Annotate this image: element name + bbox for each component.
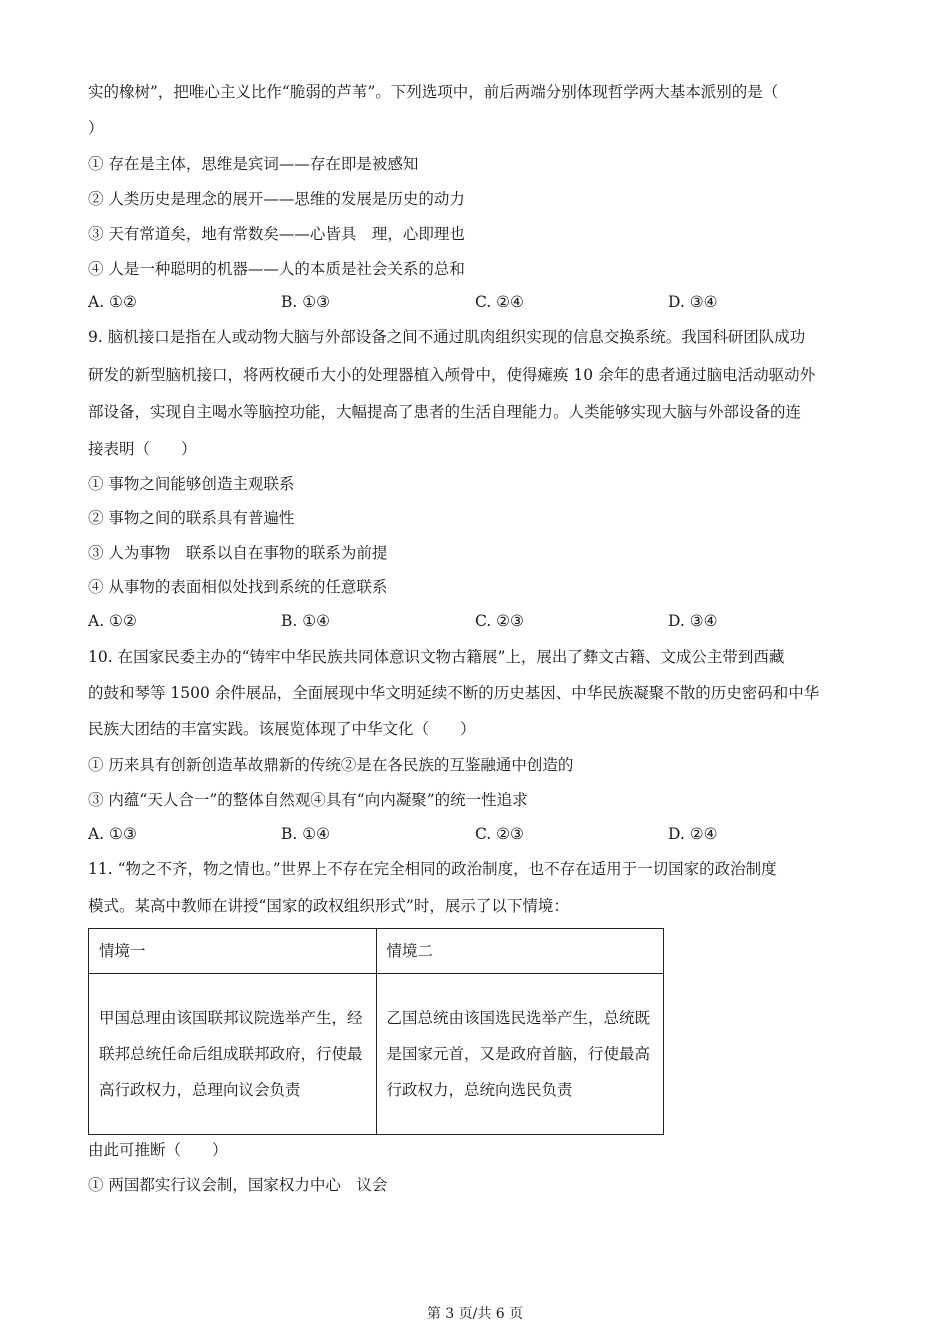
situation-2-header: 情境二 [376,929,664,974]
q9-option-d[interactable]: D. ③④ [668,612,718,630]
q9-stem-line-3: 部设备，实现自主喝水等脑控功能，大幅提高了患者的生活自理能力。人类能够实现大脑与外部设备的连 [88,403,802,421]
q9-stem-line-4: 接表明（ ） [88,440,197,458]
situation-table [88,928,664,1135]
q11-stem-line-1: 11. “物之不齐，物之情也。”世界上不存在完全相同的政治制度，也不存在适用于一切国家的政治制度 [88,860,777,878]
q8-item-2: ② 人类历史是理念的展开——思维的发展是历史的动力 [88,190,465,208]
q11-stem-line-2: 模式。某高中教师在讲授“国家的政权组织形式”时，展示了以下情境： [88,897,569,915]
q9-option-c[interactable]: C. ②③ [475,612,524,630]
q8-option-d[interactable]: D. ③④ [668,293,718,311]
q9-options [88,609,808,633]
q10-option-b[interactable]: B. ①④ [281,825,331,843]
situation-table-header-row [89,929,664,974]
situation-1-header: 情境一 [89,929,377,974]
q8-option-b[interactable]: B. ①③ [281,293,331,311]
situation-table-row [89,974,664,1135]
q9-item-4: ④ 从事物的表面相似处找到系统的任意联系 [88,578,388,596]
q11-item-1: ① 两国都实行议会制，国家权力中心 议会 [88,1176,388,1194]
q10-option-c[interactable]: C. ②③ [475,825,524,843]
page-footer: 第 3 页/共 6 页 [426,1306,524,1322]
q10-options [88,822,808,846]
q9-item-1: ① 事物之间能够创造主观联系 [88,475,295,493]
q8-option-c[interactable]: C. ②④ [475,293,524,311]
q10-stem-line-2: 的鼓和琴等 1500 余件展品，全面展现中华文明延续不断的历史基因、中华民族凝聚不散的历史密码和中华 [88,684,820,702]
q8-item-4: ④ 人是一种聪明的机器——人的本质是社会关系的总和 [88,260,465,278]
q10-option-d[interactable]: D. ②④ [668,825,718,843]
q10-item-1: ① 历来具有创新创造革故鼎新的传统②是在各民族的互鉴融通中创造的 [88,756,574,774]
q8-option-a[interactable]: A. ①② [88,293,137,311]
q10-stem-line-1: 10. 在国家民委主办的“铸牢中华民族共同体意识文物古籍展”上，展出了彝文古籍、文成公主带到西藏 [88,648,785,666]
q8-options [88,290,808,314]
q8-item-1: ① 存在是主体，思维是宾词——存在即是被感知 [88,155,419,173]
q9-stem-line-2: 研发的新型脑机接口，将两枚硬币大小的处理器植入颅骨中，使得瘫痪 10 余年的患者通过脑电活动驱动外 [88,366,816,384]
q9-option-a[interactable]: A. ①② [88,612,137,630]
intro-line-1: 实的橡树”，把唯心主义比作“脆弱的芦苇”。下列选项中，前后两端分别体现哲学两大基本派别的是（ [88,83,779,101]
q10-item-2: ③ 内蕴“天人合一”的整体自然观④具有“向内凝聚”的统一性追求 [88,791,528,809]
situation-2-text: 乙国总统由该国选民选举产生，总统既是国家元首，又是政府首脑，行使最高行政权力，总统向选民负责 [376,974,664,1135]
intro-line-2: ） [88,119,104,137]
q10-option-a[interactable]: A. ①③ [88,825,137,843]
situation-1-text: 甲国总理由该国联邦议院选举产生，经联邦总统任命后组成联邦政府，行使最高行政权力，总理向议会负责 [89,974,377,1135]
q9-stem-line-1: 9. 脑机接口是指在人或动物大脑与外部设备之间不通过肌肉组织实现的信息交换系统。我国科研团队成功 [88,328,806,346]
q10-stem-line-3: 民族大团结的丰富实践。该展览体现了中华文化（ ） [88,720,476,738]
q11-after-table: 由此可推断（ ） [88,1141,228,1159]
q8-item-3: ③ 天有常道矣，地有常数矣——心皆具 理，心即理也 [88,225,465,243]
q9-item-2: ② 事物之间的联系具有普遍性 [88,509,295,527]
q9-item-3: ③ 人为事物 联系以自在事物的联系为前提 [88,544,388,562]
q9-option-b[interactable]: B. ①④ [281,612,331,630]
